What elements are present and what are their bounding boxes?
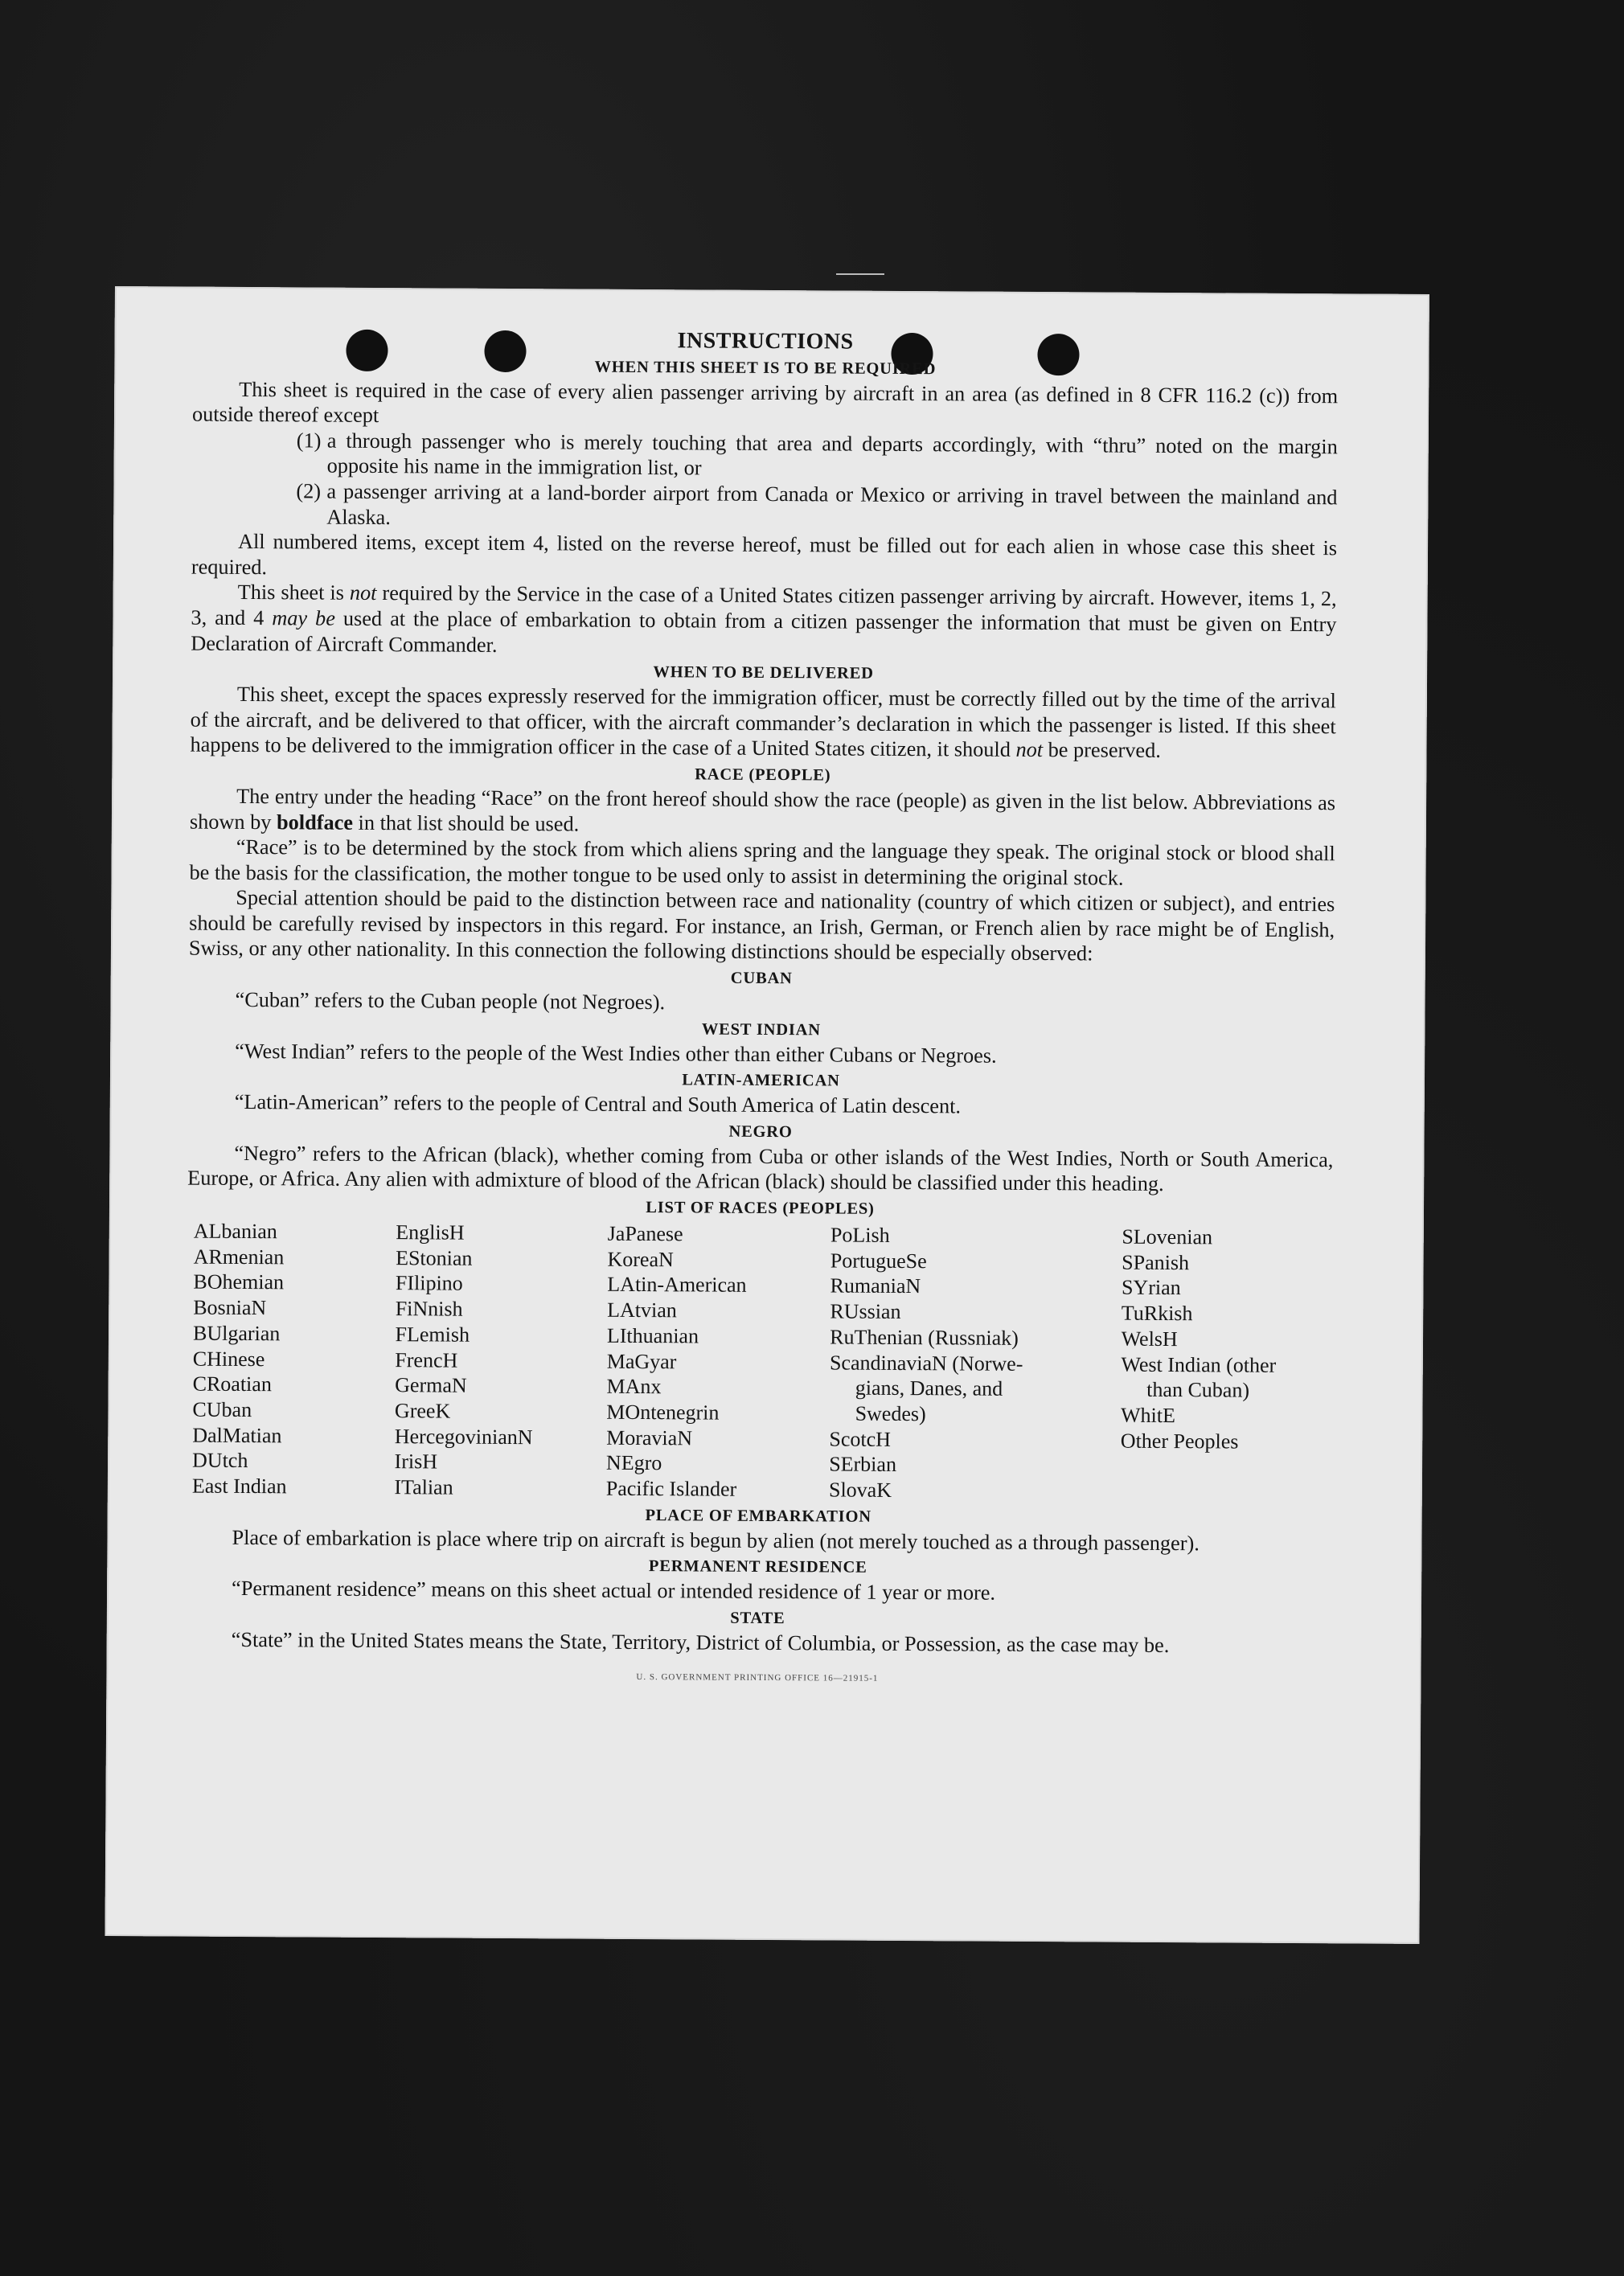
section-heading-embarkation: PLACE OF EMBARKATION: [645, 1506, 871, 1526]
race-entry: MOntenegrin: [606, 1400, 720, 1425]
item-number: (2): [296, 479, 322, 503]
race-entry: FIlipino: [395, 1271, 463, 1296]
race-entry: ScandinaviaN (Norwe-: [829, 1351, 1023, 1376]
race-entry: BosniaN: [193, 1295, 267, 1320]
delivered-paragraph: This sheet, except the spaces expressly reserved for the immigration officer, must be correctly filled out by the time of the arrival of the aircraft, and be delivered to that officer, with the aircraft commander’s declaration in which the passenger is listed. If this sheet happens to be delivered to the immigration officer in the case of a United States citizen, it should not be preserved.: [190, 683, 1336, 763]
item-number: (1): [296, 429, 322, 453]
race-entry: KoreaN: [607, 1247, 674, 1272]
race-entry: ITalian: [394, 1475, 453, 1499]
race-entry: PoLish: [830, 1223, 890, 1247]
instructions-body: [184, 326, 1338, 1695]
latin-american-text: “Latin-American” refers to the people of Central and South America of Latin descent.: [234, 1090, 962, 1118]
race-entry: CUban: [192, 1397, 252, 1422]
race-entry: WhitE: [1120, 1403, 1176, 1428]
intro-paragraph: This sheet is required in the case of every alien passenger arriving by aircraft in an area (as defined in 8 CFR 116.2 (c)) from outside thereof except: [191, 377, 1339, 428]
printer-imprint: U. S. GOVERNMENT PRINTING OFFICE 16—21915-1: [636, 1671, 879, 1683]
races-column-4: [829, 1222, 1122, 1504]
exception-item-1: [192, 427, 1338, 485]
race-entry: RuThenian (Russniak): [830, 1325, 1019, 1350]
race-entry: East Indian: [191, 1474, 287, 1499]
race-paragraph-1: The entry under the heading “Race” on the front hereof should show the race (people) as given in the list below. Abbreviations as shown by boldface in that list should be used.: [189, 784, 1336, 836]
race-entry: NEgro: [605, 1451, 662, 1475]
race-entry: DUtch: [191, 1448, 248, 1473]
race-paragraph-3: Special attention should be paid to the distinction between race and nationality (country of which citizen or subject), and entries should be carefully revised by inspectors in this regard. For instance, an Irish, German, or French alien by race might be of English, Swiss, or any other nationality. In this connection the following distinctions should be especially observed:: [188, 886, 1335, 966]
race-entry: CRoatian: [192, 1372, 272, 1396]
race-entry: TuRkish: [1121, 1301, 1193, 1326]
race-entry: RUssian: [830, 1299, 901, 1324]
race-entry: HercegovinianN: [394, 1424, 533, 1449]
scan-mark: [836, 273, 884, 275]
race-entry: SPanish: [1122, 1250, 1190, 1274]
residence-text: “Permanent residence” means on this sheet actual or intended residence of 1 year or more.: [232, 1577, 996, 1606]
race-entry: WelsH: [1121, 1327, 1178, 1351]
races-list: [186, 1219, 1333, 1506]
race-entry: MoraviaN: [606, 1425, 693, 1450]
race-entry: ALbanian: [193, 1219, 277, 1244]
numbered-items-paragraph: All numbered items, except item 4, listed on the reverse hereof, must be filled out for each alien in whose case this sheet is required.: [191, 530, 1338, 579]
race-entry: SLovenian: [1122, 1224, 1213, 1249]
cuban-text: “Cuban” refers to the Cuban people (not Negroes).: [235, 987, 666, 1015]
race-entry: FLemish: [395, 1322, 470, 1347]
race-entry: RumaniaN: [830, 1273, 921, 1298]
race-entry: SYrian: [1121, 1276, 1181, 1300]
race-entry: LAtin-American: [607, 1273, 747, 1298]
exception-item-2: [191, 478, 1337, 536]
race-entry: West Indian (other: [1121, 1352, 1277, 1377]
page-title: INSTRUCTIONS: [677, 328, 854, 355]
race-entry: Pacific Islander: [605, 1476, 737, 1501]
section-heading-cuban: CUBAN: [730, 969, 793, 988]
race-entry: LIthuanian: [606, 1323, 699, 1348]
section-heading-delivered: WHEN TO BE DELIVERED: [653, 663, 874, 683]
race-entry: SErbian: [829, 1452, 897, 1477]
races-column-5: [1120, 1224, 1333, 1506]
race-entry: SlovaK: [828, 1478, 892, 1502]
negro-text: “Negro” refers to the African (black), whether coming from Cuba or other islands of the West Indies, North or South America, Europe, or Africa. Any alien with admixture of blood of the African (black) should be classified under this heading.: [187, 1141, 1334, 1196]
state-text: “State” in the United States means the State, Territory, District of Columbia, or Possession, as the case may be.: [231, 1627, 1170, 1657]
citizen-paragraph: This sheet is not required by the Service in the case of a United States citizen passenger arriving by aircraft. However, items 1, 2, 3, and 4 may be used at the place of embarkation to obtain from a citizen passenger the information that must be given on Entry Declaration of Aircraft Commander.: [191, 580, 1337, 657]
race-entry: DalMatian: [192, 1423, 282, 1447]
race-entry: PortugueSe: [830, 1249, 927, 1273]
race-entry: JaPanese: [607, 1221, 683, 1246]
section-heading-residence: PERMANENT RESIDENCE: [648, 1557, 867, 1577]
embarkation-text: Place of embarkation is place where trip on aircraft is begun by alien (not merely touched as a through passenger).: [232, 1525, 1200, 1556]
item-text: a passenger arriving at a land-border airport from Canada or Mexico or arriving in travel between the mainland and Alaska.: [326, 479, 1338, 529]
race-entry: CHinese: [192, 1347, 265, 1371]
west-indian-text: “West Indian” refers to the people of the West Indies other than either Cubans or Negroes.: [235, 1039, 997, 1068]
race-entry: GermaN: [395, 1373, 467, 1397]
document-page: [105, 286, 1429, 1944]
race-entry: Other Peoples: [1120, 1429, 1239, 1454]
race-entry: FiNnish: [395, 1297, 463, 1321]
race-entry: BUlgarian: [192, 1321, 281, 1346]
item-text: a through passenger who is merely touching that area and departs accordingly, with “thru” noted on the margin opposite his name in the immigration list, or: [326, 429, 1338, 480]
section-heading-negro: NEGRO: [728, 1122, 793, 1142]
section-heading-races-list: LIST OF RACES (PEOPLES): [646, 1199, 875, 1218]
section-heading-west-indian: WEST INDIAN: [701, 1020, 821, 1040]
race-entry: FrencH: [395, 1347, 458, 1372]
race-entry: MaGyar: [606, 1349, 677, 1373]
race-entry: MAnx: [606, 1375, 662, 1399]
race-entry: ScotcH: [829, 1427, 892, 1451]
section-heading-required: WHEN THIS SHEET IS TO BE REQUIRED: [594, 358, 937, 378]
race-entry: BOhemian: [193, 1270, 285, 1294]
section-heading-race: RACE (PEOPLE): [695, 765, 831, 785]
race-entry: EStonian: [396, 1245, 473, 1270]
race-paragraph-2: “Race” is to be determined by the stock from which aliens spring and the language they speak. The original stock or blood shall be the basis for the classification, the mother tongue to be used only to assist in determining the original stock.: [189, 835, 1335, 890]
races-column-2: [394, 1220, 608, 1501]
races-column-3: [606, 1221, 830, 1503]
race-entry: GreeK: [394, 1399, 451, 1423]
race-entry: than Cuban): [1146, 1378, 1250, 1402]
section-heading-latin-american: LATIN-AMERICAN: [682, 1071, 840, 1090]
race-entry: LAtvian: [607, 1298, 677, 1323]
race-entry: EnglisH: [396, 1220, 465, 1245]
race-entry: ARmenian: [193, 1245, 285, 1269]
race-entry: gians, Danes, and: [855, 1376, 1003, 1401]
race-entry: IrisH: [394, 1450, 438, 1474]
race-entry: Swedes): [855, 1401, 926, 1426]
section-heading-state: STATE: [730, 1609, 785, 1628]
races-column-1: [186, 1219, 396, 1500]
